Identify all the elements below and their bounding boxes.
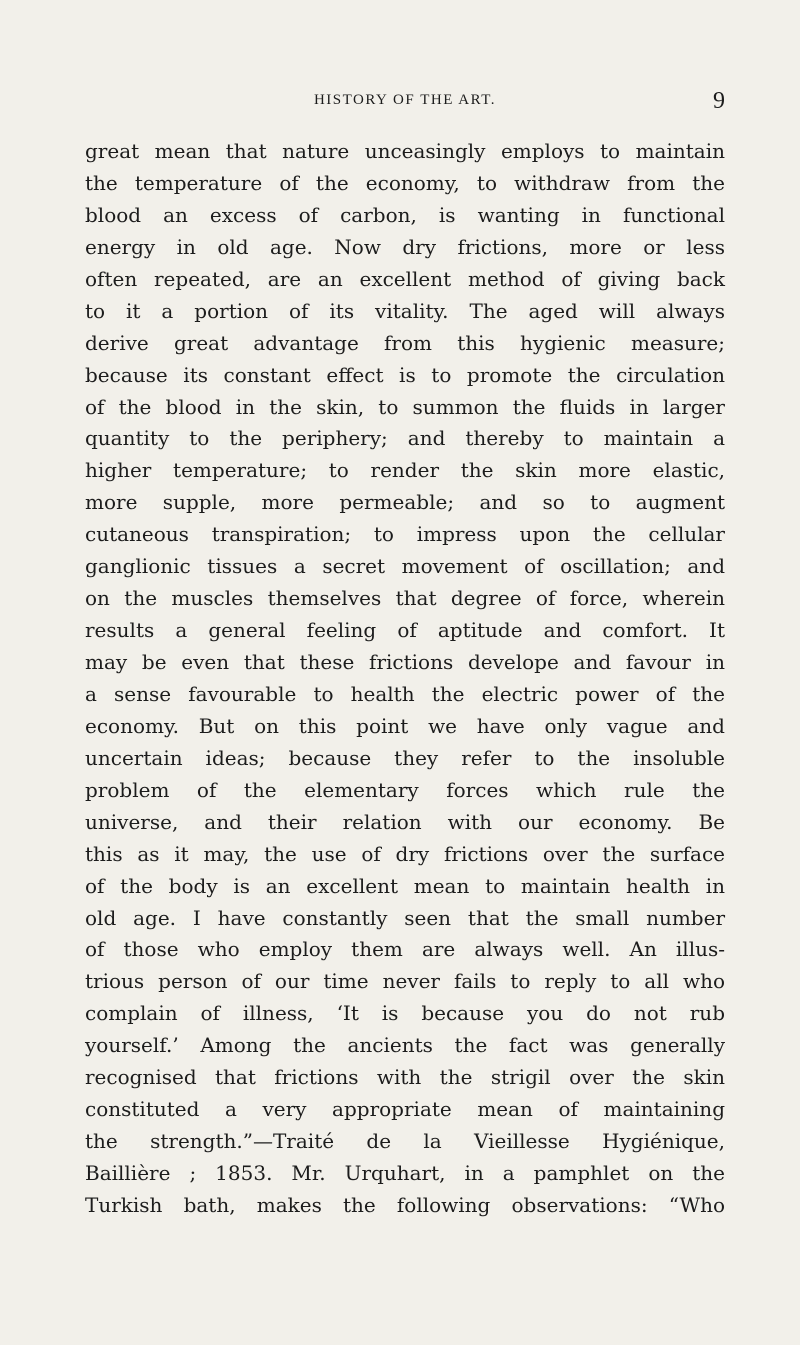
text-line: a sense favourable to health the electric power of the bbox=[85, 681, 725, 706]
text-line: economy. But on this point we have only vague and bbox=[85, 713, 725, 738]
running-head bbox=[85, 90, 725, 116]
text-line: recognised that frictions with the strigil over the skin bbox=[85, 1065, 725, 1090]
text-line: to it a portion of its vitality. The aged will always bbox=[85, 298, 725, 323]
text-line: trious person of our time never fails to reply to all who bbox=[85, 969, 725, 994]
running-title: HISTORY OF THE ART. bbox=[313, 92, 497, 108]
body-text bbox=[85, 136, 725, 1222]
text-line: higher temperature; to render the skin more elastic, bbox=[85, 458, 725, 483]
text-line: constituted a very appropriate mean of maintaining bbox=[85, 1097, 725, 1122]
text-line: of the body is an excellent mean to maintain health in bbox=[85, 873, 725, 898]
text-line: problem of the elementary forces which rule the bbox=[85, 777, 725, 802]
text-line: universe, and their relation with our economy. Be bbox=[85, 809, 725, 834]
text-line: on the muscles themselves that degree of force, wherein bbox=[85, 586, 725, 611]
text-line: of those who employ them are always well. An illus- bbox=[85, 937, 725, 962]
text-line: more supple, more permeable; and so to augment bbox=[85, 490, 725, 515]
text-line: the strength.”—Traité de la Vieillesse Hygiénique, bbox=[85, 1129, 725, 1154]
text-line: blood an excess of carbon, is wanting in functional bbox=[85, 202, 725, 227]
text-line: this as it may, the use of dry frictions over the surface bbox=[85, 841, 725, 866]
text-line: complain of illness, ‘It is because you do not rub bbox=[85, 1001, 725, 1026]
text-line: ganglionic tissues a secret movement of oscillation; and bbox=[85, 554, 725, 579]
text-line: cutaneous transpiration; to impress upon the cellular bbox=[85, 522, 725, 547]
text-line: may be even that these frictions develope and favour in bbox=[85, 650, 725, 674]
text-line: quantity to the periphery; and thereby to maintain a bbox=[85, 426, 725, 451]
text-line: old age. I have constantly seen that the small number bbox=[85, 905, 725, 930]
page-number: 9 bbox=[713, 88, 725, 114]
text-line: often repeated, are an excellent method of giving back bbox=[85, 266, 725, 291]
text-line: Baillière ; 1853. Mr. Urquhart, in a pamphlet on the bbox=[85, 1161, 725, 1185]
text-line: because its constant effect is to promote the circulation bbox=[85, 362, 725, 387]
text-line: yourself.’ Among the ancients the fact was generally bbox=[85, 1033, 725, 1058]
text-line: of the blood in the skin, to summon the fluids in larger bbox=[85, 394, 725, 419]
text-line: energy in old age. Now dry frictions, more or less bbox=[85, 234, 725, 259]
text-line: derive great advantage from this hygienic measure; bbox=[85, 330, 725, 355]
text-line: great mean that nature unceasingly employs to maintain bbox=[85, 139, 725, 163]
text-line: Turkish bath, makes the following observations: “Who bbox=[85, 1192, 725, 1217]
text-line: the temperature of the economy, to withdraw from the bbox=[85, 170, 725, 195]
text-line: results a general feeling of aptitude and comfort. It bbox=[85, 618, 725, 643]
text-line: uncertain ideas; because they refer to the insoluble bbox=[85, 745, 725, 770]
